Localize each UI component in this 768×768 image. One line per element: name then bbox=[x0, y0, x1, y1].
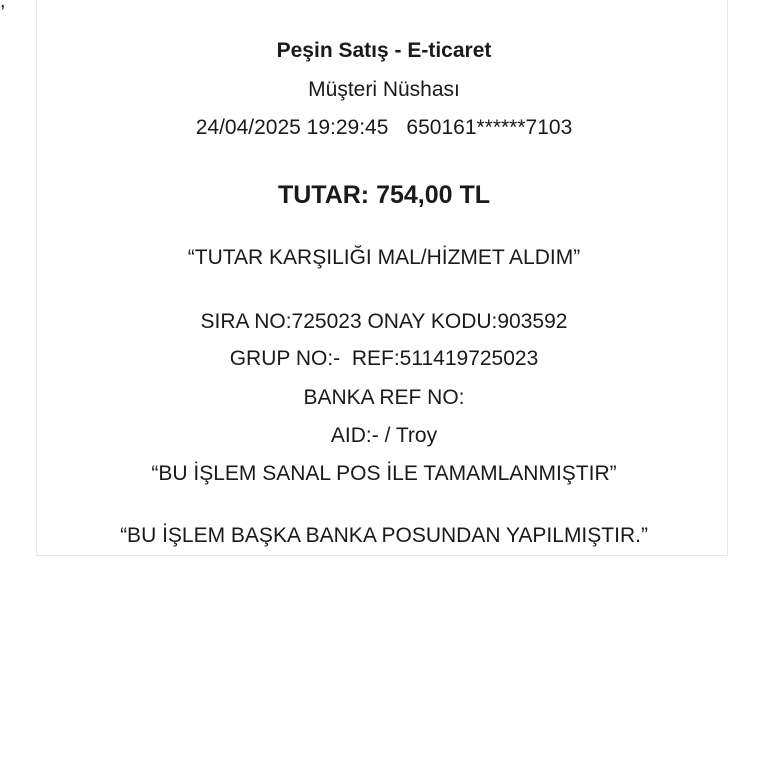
aid-line: AID:- / Troy bbox=[330, 424, 438, 447]
customer-copy-label: Müşteri Nüshası bbox=[308, 78, 460, 101]
transaction-type-title: Peşin Satış - E-ticaret bbox=[276, 39, 492, 62]
amount-total: TUTAR: 754,00 TL bbox=[277, 181, 491, 209]
transaction-datetime: 24/04/2025 19:29:45 bbox=[195, 116, 389, 139]
other-bank-pos-note: “BU İŞLEM BAŞKA BANKA POSUNDAN YAPILMIŞTIR.” bbox=[120, 524, 648, 547]
acknowledgement-statement: “TUTAR KARŞILIĞI MAL/HİZMET ALDIM” bbox=[187, 246, 581, 269]
bank-reference-line: BANKA REF NO: bbox=[303, 386, 465, 409]
cropped-text-fragment: , bbox=[0, 0, 6, 12]
sequence-approval-line: SIRA NO:725023 ONAY KODU:903592 bbox=[200, 310, 568, 333]
datetime-card-line bbox=[0, 115, 768, 141]
group-reference-line: GRUP NO:- REF:511419725023 bbox=[229, 347, 539, 370]
virtual-pos-note: “BU İŞLEM SANAL POS İLE TAMAMLANMIŞTIR” bbox=[151, 462, 617, 485]
masked-card-number: 650161******7103 bbox=[406, 116, 573, 139]
